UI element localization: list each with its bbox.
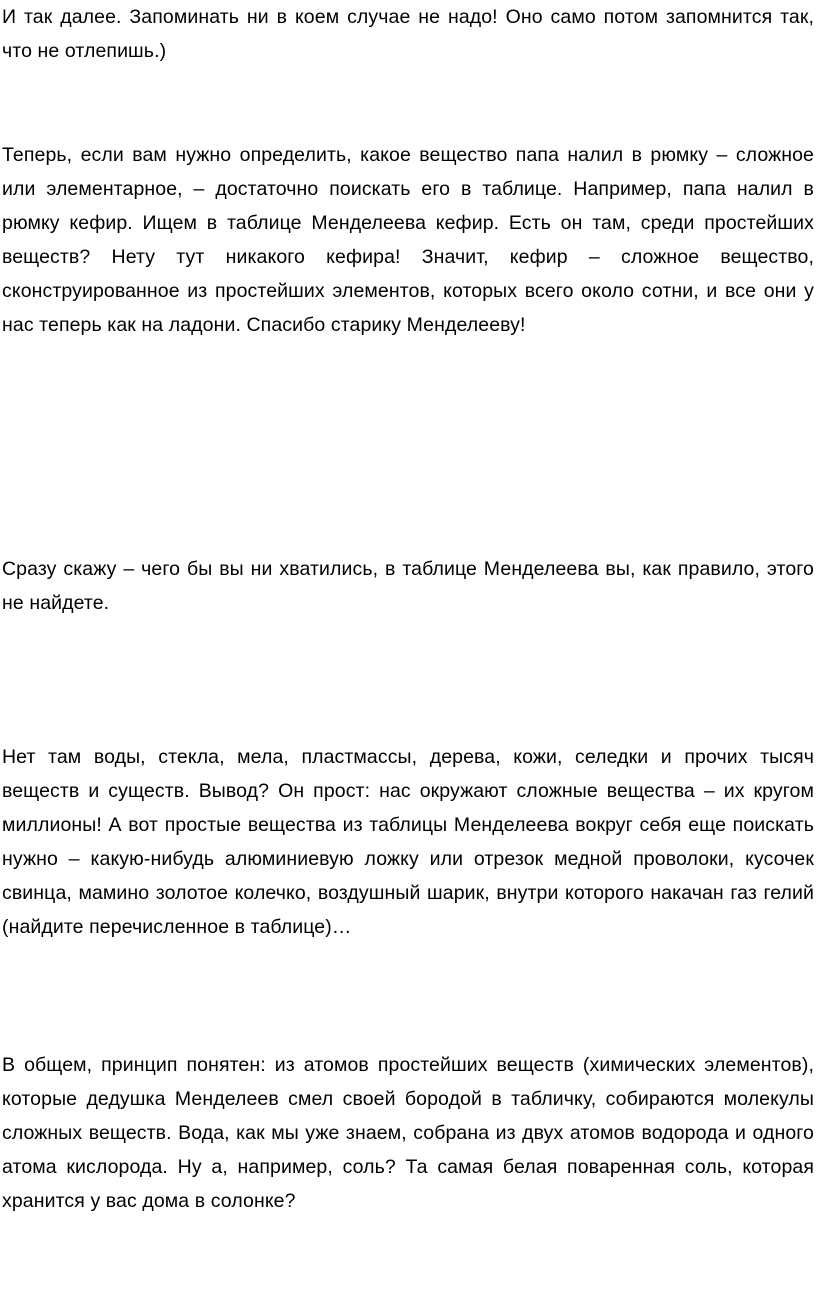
paragraph-4: Нет там воды, стекла, мела, пластмассы, дерева, кожи, селедки и прочих тысяч веществ и существ. Вывод? Он прост: нас окружают сложные вещества – их кругом миллионы! А вот простые вещества из таблицы Менделеева вокруг себя еще поискать нужно – какую-нибудь алюминиевую ложку или отрезок медной проволоки, кусочек свинца, мамино золотое колечко, воздушный шарик, внутри которого накачан газ гелий (найдите перечисленное в таблице)… (2, 746, 814, 938)
paragraph-5: В общем, принцип понятен: из атомов простейших веществ (химических элементов), которые дедушка Менделеев смел своей бородой в табличку, собираются молекулы сложных веществ. Вода, как мы уже знаем, собрана из двух атомов водорода и одного атома кислорода. Ну а, например, соль? Та самая белая поваренная соль, которая хранится у вас дома в солонке? (2, 1054, 814, 1212)
paragraph-1: И так далее. Запоминать ни в коем случае не надо! Оно само потом запомнится так, что не отлепишь.) (2, 6, 814, 62)
paragraph-3: Сразу скажу – чего бы вы ни хватились, в таблице Менделеева вы, как правило, этого не найдете. (2, 558, 814, 614)
paragraph-2: Теперь, если вам нужно определить, какое вещество папа налил в рюмку – сложное или элементарное, – достаточно поискать его в таблице. Например, папа налил в рюмку кефир. Ищем в таблице Менделеева кефир. Есть он там, среди простейших веществ? Нету тут никакого кефира! Значит, кефир – сложное вещество, сконструированное из простейших элементов, которых всего около сотни, и все они у нас теперь как на ладони. Спасибо старику Менделееву! (2, 144, 814, 336)
